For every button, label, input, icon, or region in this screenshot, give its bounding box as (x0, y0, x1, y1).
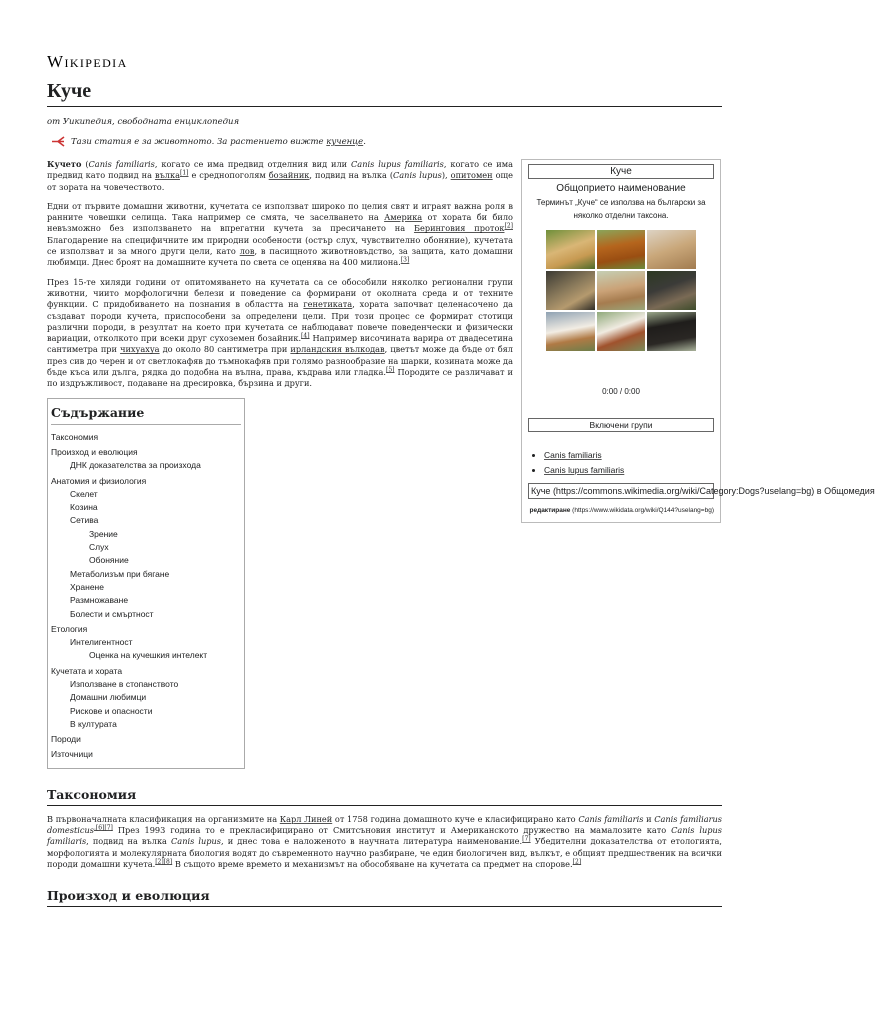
toc-item[interactable]: Болести и смъртност (70, 608, 154, 619)
toc-item[interactable]: Произход и еволюция (51, 446, 138, 457)
toc-item[interactable]: Източници (51, 749, 93, 760)
link-america[interactable]: Америка (384, 212, 423, 223)
latin-name: Canis lupus familiaris (351, 159, 444, 169)
page (47, 52, 875, 915)
citation[interactable]: [2] (572, 858, 582, 866)
toc-item[interactable]: ДНК доказателства за произхода (70, 460, 201, 471)
intro-paragraph-2 (47, 201, 513, 269)
latin-name: Canis familiaris (88, 159, 155, 169)
text: , когато се има предвид като подвид на (47, 159, 513, 181)
toc-item[interactable]: Зрение (89, 528, 118, 539)
wikipedia-logo[interactable]: Wikipedia (47, 52, 128, 71)
intro-paragraph-1 (47, 159, 513, 193)
link-bering-strait[interactable]: Беринговия проток (413, 223, 505, 234)
text: още от зората на човечеството. (47, 170, 513, 192)
infobox-section-header: Включени групи (528, 418, 714, 432)
section-heading-taxonomy: Таксономия (47, 787, 722, 806)
text: Например височината варира от двадесетина сантиметра при (47, 333, 513, 355)
text: , в пасищното животновъдство, за защита, като домашни любимци. Днес броят на домашните кучета по света се оценява на 400 милиона. (47, 246, 514, 268)
toc-item[interactable]: Метаболизъм при бягане (70, 568, 170, 579)
text: , цветът може да бъде от бял през сив до черен и от светлокафяв до тъмнокафяв при голямо разнообразие на шарки, козината може да бъде къса или дълга, рядка до подобна на вълна, права, къдрава или гладка. (47, 344, 513, 378)
dog-photo[interactable] (546, 271, 595, 310)
link-hunting[interactable]: лов (239, 246, 255, 257)
text: ), (441, 170, 451, 181)
text: , хората започват целенасочено да създават породи кучета, приспособени за определени цели. При този процес се формират стотици различни породи, в резултат на което при кучетата се наблюдават повече поведенчески и физически вариации, отколкото при всеки друг сухоземен бозайник. (47, 299, 513, 344)
page-title: Куче (47, 80, 722, 107)
citation[interactable]: [1] (179, 169, 189, 177)
latin-name: Canis familiarus domesticus (47, 813, 722, 836)
dog-photo[interactable] (597, 312, 646, 351)
text: В същото време времето и механизмът на обособяване на кучетата са предмет на спорове. (172, 858, 573, 869)
text: от хората би било невъзможно без използването на впрегатни кучета за пресичането на (47, 212, 513, 234)
group-link[interactable]: Canis lupus familiaris (544, 465, 625, 475)
hatnote-text: Тази статия е за животното. За растението вижте (71, 137, 327, 147)
link-chihuahua[interactable]: чихуахуа (120, 344, 160, 355)
text: Едни от първите домашни животни, кучетата се използват широко по целия свят и играят важна роля в ранните човешки селища. Така например се смята, че заселването на (47, 200, 513, 223)
toc-item[interactable]: Анатомия и физиология (51, 475, 147, 486)
commons-link[interactable]: Куче (https://commons.wikimedia.org/wiki/Category:Dogs?uselang=bg) в Общомедия (528, 483, 714, 499)
toc-item[interactable]: Хранене (70, 581, 104, 592)
toc-item[interactable]: Използване в стопанството (70, 678, 179, 689)
toc-item[interactable]: Козина (70, 502, 98, 513)
citation[interactable]: .[6][7] (93, 824, 113, 832)
link-linnaeus[interactable]: Карл Линей (279, 813, 333, 824)
taxonomy-paragraph (47, 814, 722, 870)
latin-name: Canis lupus (393, 170, 442, 181)
bold-term: Кучето (47, 159, 82, 169)
included-groups-list (528, 450, 714, 475)
infobox-edit (528, 505, 714, 516)
infobox-subtitle: Общоприето наименование (556, 183, 686, 194)
disambiguation-icon (51, 136, 65, 147)
article-body (47, 159, 875, 907)
edit-link[interactable]: редактиране (529, 507, 571, 514)
toc-item[interactable]: Таксономия (51, 431, 99, 442)
text: , и днес това е наложеното в научната литература наименование. (221, 836, 523, 847)
toc-item[interactable]: Размножаване (70, 595, 129, 606)
dog-photo[interactable] (597, 271, 646, 310)
dog-photo[interactable] (546, 230, 595, 269)
toc-item[interactable]: Етология (51, 623, 88, 634)
toc-item[interactable]: Породи (51, 734, 81, 745)
text: , когато се има предвид отделния вид или (154, 159, 352, 169)
dog-photo[interactable] (647, 230, 696, 269)
citation[interactable]: [3] (400, 256, 410, 264)
citation[interactable]: [5] (386, 366, 395, 374)
text: ( (81, 159, 89, 169)
list-item (544, 465, 714, 475)
dog-photo[interactable] (647, 271, 696, 310)
toc-item[interactable]: В културата (70, 718, 117, 729)
text: до около 80 сантиметра при (159, 344, 291, 355)
citation[interactable]: [2] (504, 222, 513, 230)
infobox-description: Терминът „Куче“ се използва на български за няколко отделни таксона. (536, 198, 706, 220)
link-genetics[interactable]: генетиката (303, 299, 353, 310)
toc-item[interactable]: Кучетата и хората (51, 665, 123, 676)
tagline: от Уикипедия, свободната енциклопедия (47, 117, 240, 127)
text: и (643, 813, 655, 824)
media-time[interactable]: 0:00 / 0:00 (602, 387, 640, 396)
latin-name: Canis lupus familiaris (47, 825, 723, 847)
citation[interactable]: [2][8] (155, 858, 173, 866)
text: Убедителни доказателства от етологията, морфологията и молекулярната биология водят до съвременното научно разбиране, че един биологичен вид, вълкът, е общият предшественик на всички породи домашни кучета. (47, 836, 723, 869)
dog-photo[interactable] (647, 312, 696, 351)
text: , подвид на вълка (86, 836, 172, 847)
dog-photo[interactable] (597, 230, 646, 269)
toc-item[interactable]: Обоняние (89, 555, 129, 566)
text: от 1758 година домашното куче е класифицирано като (332, 813, 579, 824)
text: е среднопоголям (188, 170, 269, 181)
text: Благодарение на специфичните им природни особености (остър слух, чувствително обоняние), кучетата се използват и за много други цели, като (47, 234, 513, 257)
latin-name: Canis lupus (171, 836, 221, 847)
edit-url: (https://www.wikidata.org/wiki/Q144?uselang=bg) (570, 507, 714, 514)
toc-item[interactable]: Рискове и опасности (70, 705, 153, 716)
text: През 15-те хиляди години от опитомяването на кучетата са се обособили няколко регионални групи животни, чиито морфологични белези и поведение са формирани от околната среда и от техните функции. С придобиването на познания в областта на (47, 276, 513, 310)
toc-item[interactable]: Скелет (70, 488, 98, 499)
toc-item[interactable]: Интелигентност (70, 637, 133, 648)
hatnote (71, 137, 722, 147)
dog-photo[interactable] (546, 312, 595, 351)
citation[interactable]: [7] (522, 835, 531, 843)
link-domesticated[interactable]: опитомен (450, 170, 493, 181)
list-item (544, 450, 714, 460)
hatnote-link[interactable]: кученце (326, 137, 364, 147)
text: Породите се различават и по издръжливост, подаване на дресировка, бързина и други. (47, 367, 513, 389)
text: През 1993 година то е прекласифицирано от Смитсъновия институт и Американското дружество на мамалозите като (112, 825, 672, 836)
hatnote-end: . (363, 137, 366, 147)
toc-item[interactable]: Домашни любимци (70, 692, 147, 703)
latin-name: Canis familiaris (578, 813, 644, 824)
citation[interactable]: [4] (301, 332, 310, 340)
text: В първоначалната класификация на организмите на (47, 813, 280, 824)
infobox (521, 159, 875, 523)
infobox-title: Куче (528, 164, 714, 179)
toc-item[interactable]: Оценка на кучешкия интелект (89, 650, 208, 661)
intro-paragraph-3 (47, 277, 513, 390)
toc-title: Съдържание (51, 405, 241, 425)
link-wolf[interactable]: вълка (154, 170, 180, 181)
toc-item[interactable]: Сетива (70, 515, 99, 526)
toc-item[interactable]: Слух (89, 542, 109, 553)
link-mammal[interactable]: бозайник (268, 170, 310, 181)
link-irish-wolfhound[interactable]: ирландския вълкодав (290, 344, 385, 355)
section-heading-origin: Произход и еволюция (47, 888, 722, 907)
table-of-contents (47, 398, 245, 769)
text: , подвид на вълка ( (309, 170, 394, 181)
group-link[interactable]: Canis familiaris (544, 450, 602, 460)
dog-photo-gallery[interactable] (546, 230, 696, 351)
